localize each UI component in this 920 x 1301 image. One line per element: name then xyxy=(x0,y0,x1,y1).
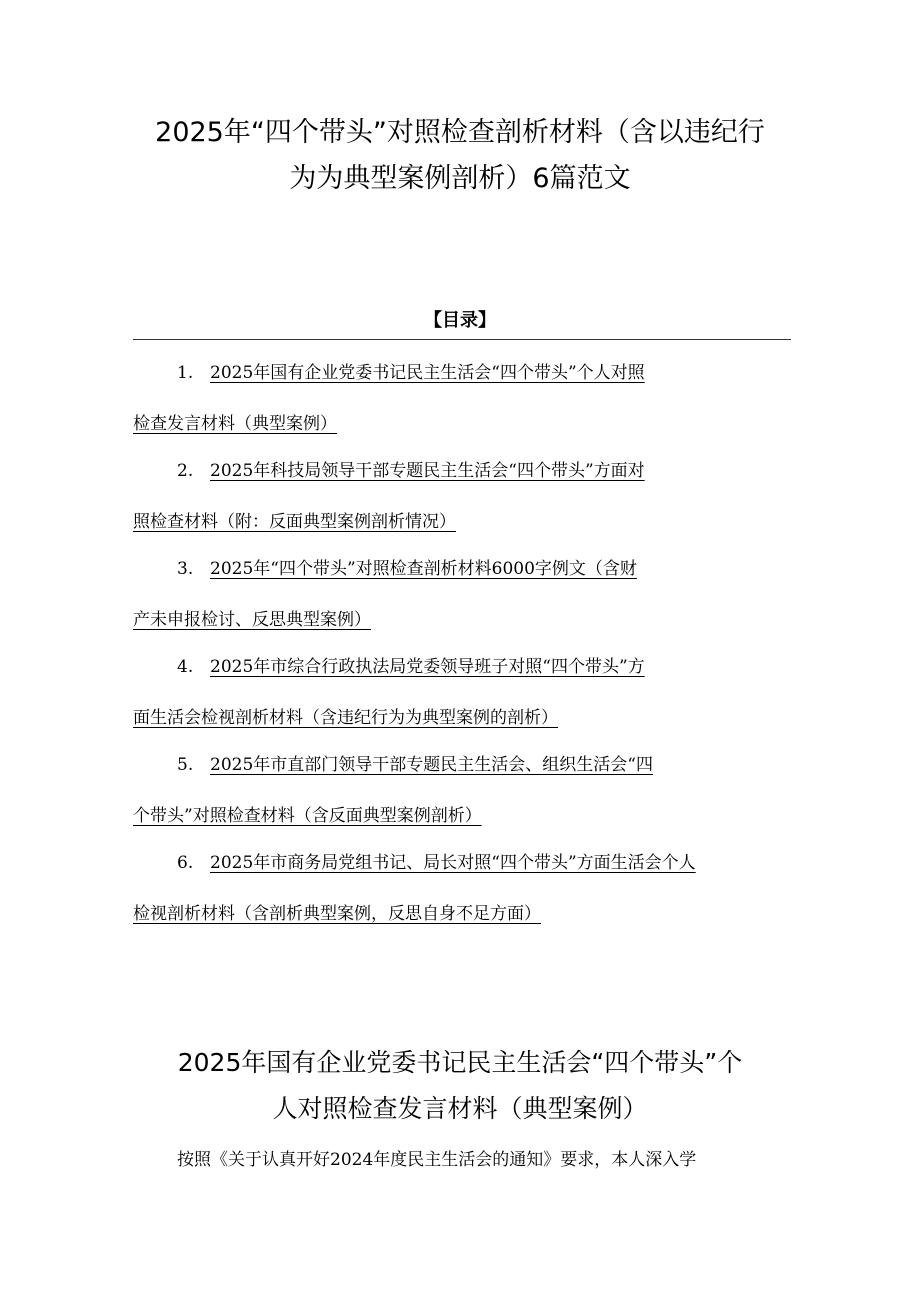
section-title-line-1: 2025年国有企业党委书记民主生活会“四个带头”个 xyxy=(177,1048,743,1077)
toc-link-4[interactable] xyxy=(133,649,793,747)
toc-link-2-text-2: 照检查材料（附：反面典型案例剖析情况） xyxy=(133,512,456,532)
toc-link-3-text-1: 2025年“四个带头”对照检查剖析材料6000字例文（含财 xyxy=(210,559,637,579)
toc-link-5[interactable] xyxy=(133,747,793,845)
toc-link-5-text-2: 个带头”对照检查材料（含反面典型案例剖析） xyxy=(133,806,482,826)
toc-link-5-text-1: 2025年市直部门领导干部专题民主生活会、组织生活会“四 xyxy=(210,755,653,775)
toc-link-1-text-2: 检查发言材料（典型案例） xyxy=(133,414,337,434)
section-title-line-2: 人对照检查发言材料（典型案例） xyxy=(272,1094,648,1123)
document-title-line-2: 为为典型案例剖析）6篇范文 xyxy=(289,163,631,194)
toc-link-3[interactable] xyxy=(133,551,793,649)
document-title-line-1: 2025年“四个带头”对照检查剖析材料（含以违纪行 xyxy=(155,117,765,148)
toc-link-4-text-2: 面生活会检视剖析材料（含违纪行为为典型案例的剖析） xyxy=(133,708,558,728)
toc-entry-4 xyxy=(133,649,793,747)
section-paragraph: 按照《关于认真开好2024年度民主生活会的通知》要求，本人深入学 xyxy=(177,1150,697,1170)
toc-number: 4. xyxy=(177,657,194,677)
toc-link-4-line-1 xyxy=(133,649,793,685)
toc-entry-3 xyxy=(133,551,793,649)
toc-number: 2. xyxy=(177,461,194,481)
toc-link-6-line-2 xyxy=(133,894,793,934)
table-of-contents xyxy=(133,355,793,943)
toc-number: 6. xyxy=(177,853,194,873)
toc-number: 1. xyxy=(177,363,194,383)
toc-entry-6 xyxy=(133,845,793,943)
toc-link-5-line-2 xyxy=(133,796,793,836)
toc-link-1-line-1 xyxy=(133,355,793,391)
toc-link-3-line-1 xyxy=(133,551,793,587)
toc-link-1[interactable] xyxy=(133,355,793,453)
toc-link-2-text-1: 2025年科技局领导干部专题民主生活会“四个带头”方面对 xyxy=(210,461,645,481)
section-title xyxy=(90,1040,830,1132)
toc-link-1-line-2 xyxy=(133,404,793,444)
toc-link-2-line-2 xyxy=(133,502,793,542)
toc-entry-1 xyxy=(133,355,793,453)
toc-link-6-text-2: 检视剖析材料（含剖析典型案例，反思自身不足方面） xyxy=(133,904,541,924)
toc-link-4-text-1: 2025年市综合行政执法局党委领导班子对照“四个带头”方 xyxy=(210,657,645,677)
toc-link-3-line-2 xyxy=(133,600,793,640)
document-title xyxy=(90,110,830,202)
toc-link-6-text-1: 2025年市商务局党组书记、局长对照“四个带头”方面生活会个人 xyxy=(210,853,696,873)
toc-link-5-line-1 xyxy=(133,747,793,783)
toc-divider xyxy=(133,339,791,340)
toc-link-3-text-2: 产未申报检讨、反思典型案例） xyxy=(133,610,371,630)
toc-link-6[interactable] xyxy=(133,845,793,943)
toc-entry-2 xyxy=(133,453,793,551)
toc-link-6-line-1 xyxy=(133,845,793,881)
toc-link-1-text-1: 2025年国有企业党委书记民主生活会“四个带头”个人对照 xyxy=(210,363,645,383)
toc-link-4-line-2 xyxy=(133,698,793,738)
toc-number: 5. xyxy=(177,755,194,775)
toc-link-2[interactable] xyxy=(133,453,793,551)
toc-heading: 【目录】 xyxy=(424,310,496,331)
toc-link-2-line-1 xyxy=(133,453,793,489)
toc-entry-5 xyxy=(133,747,793,845)
toc-number: 3. xyxy=(177,559,194,579)
